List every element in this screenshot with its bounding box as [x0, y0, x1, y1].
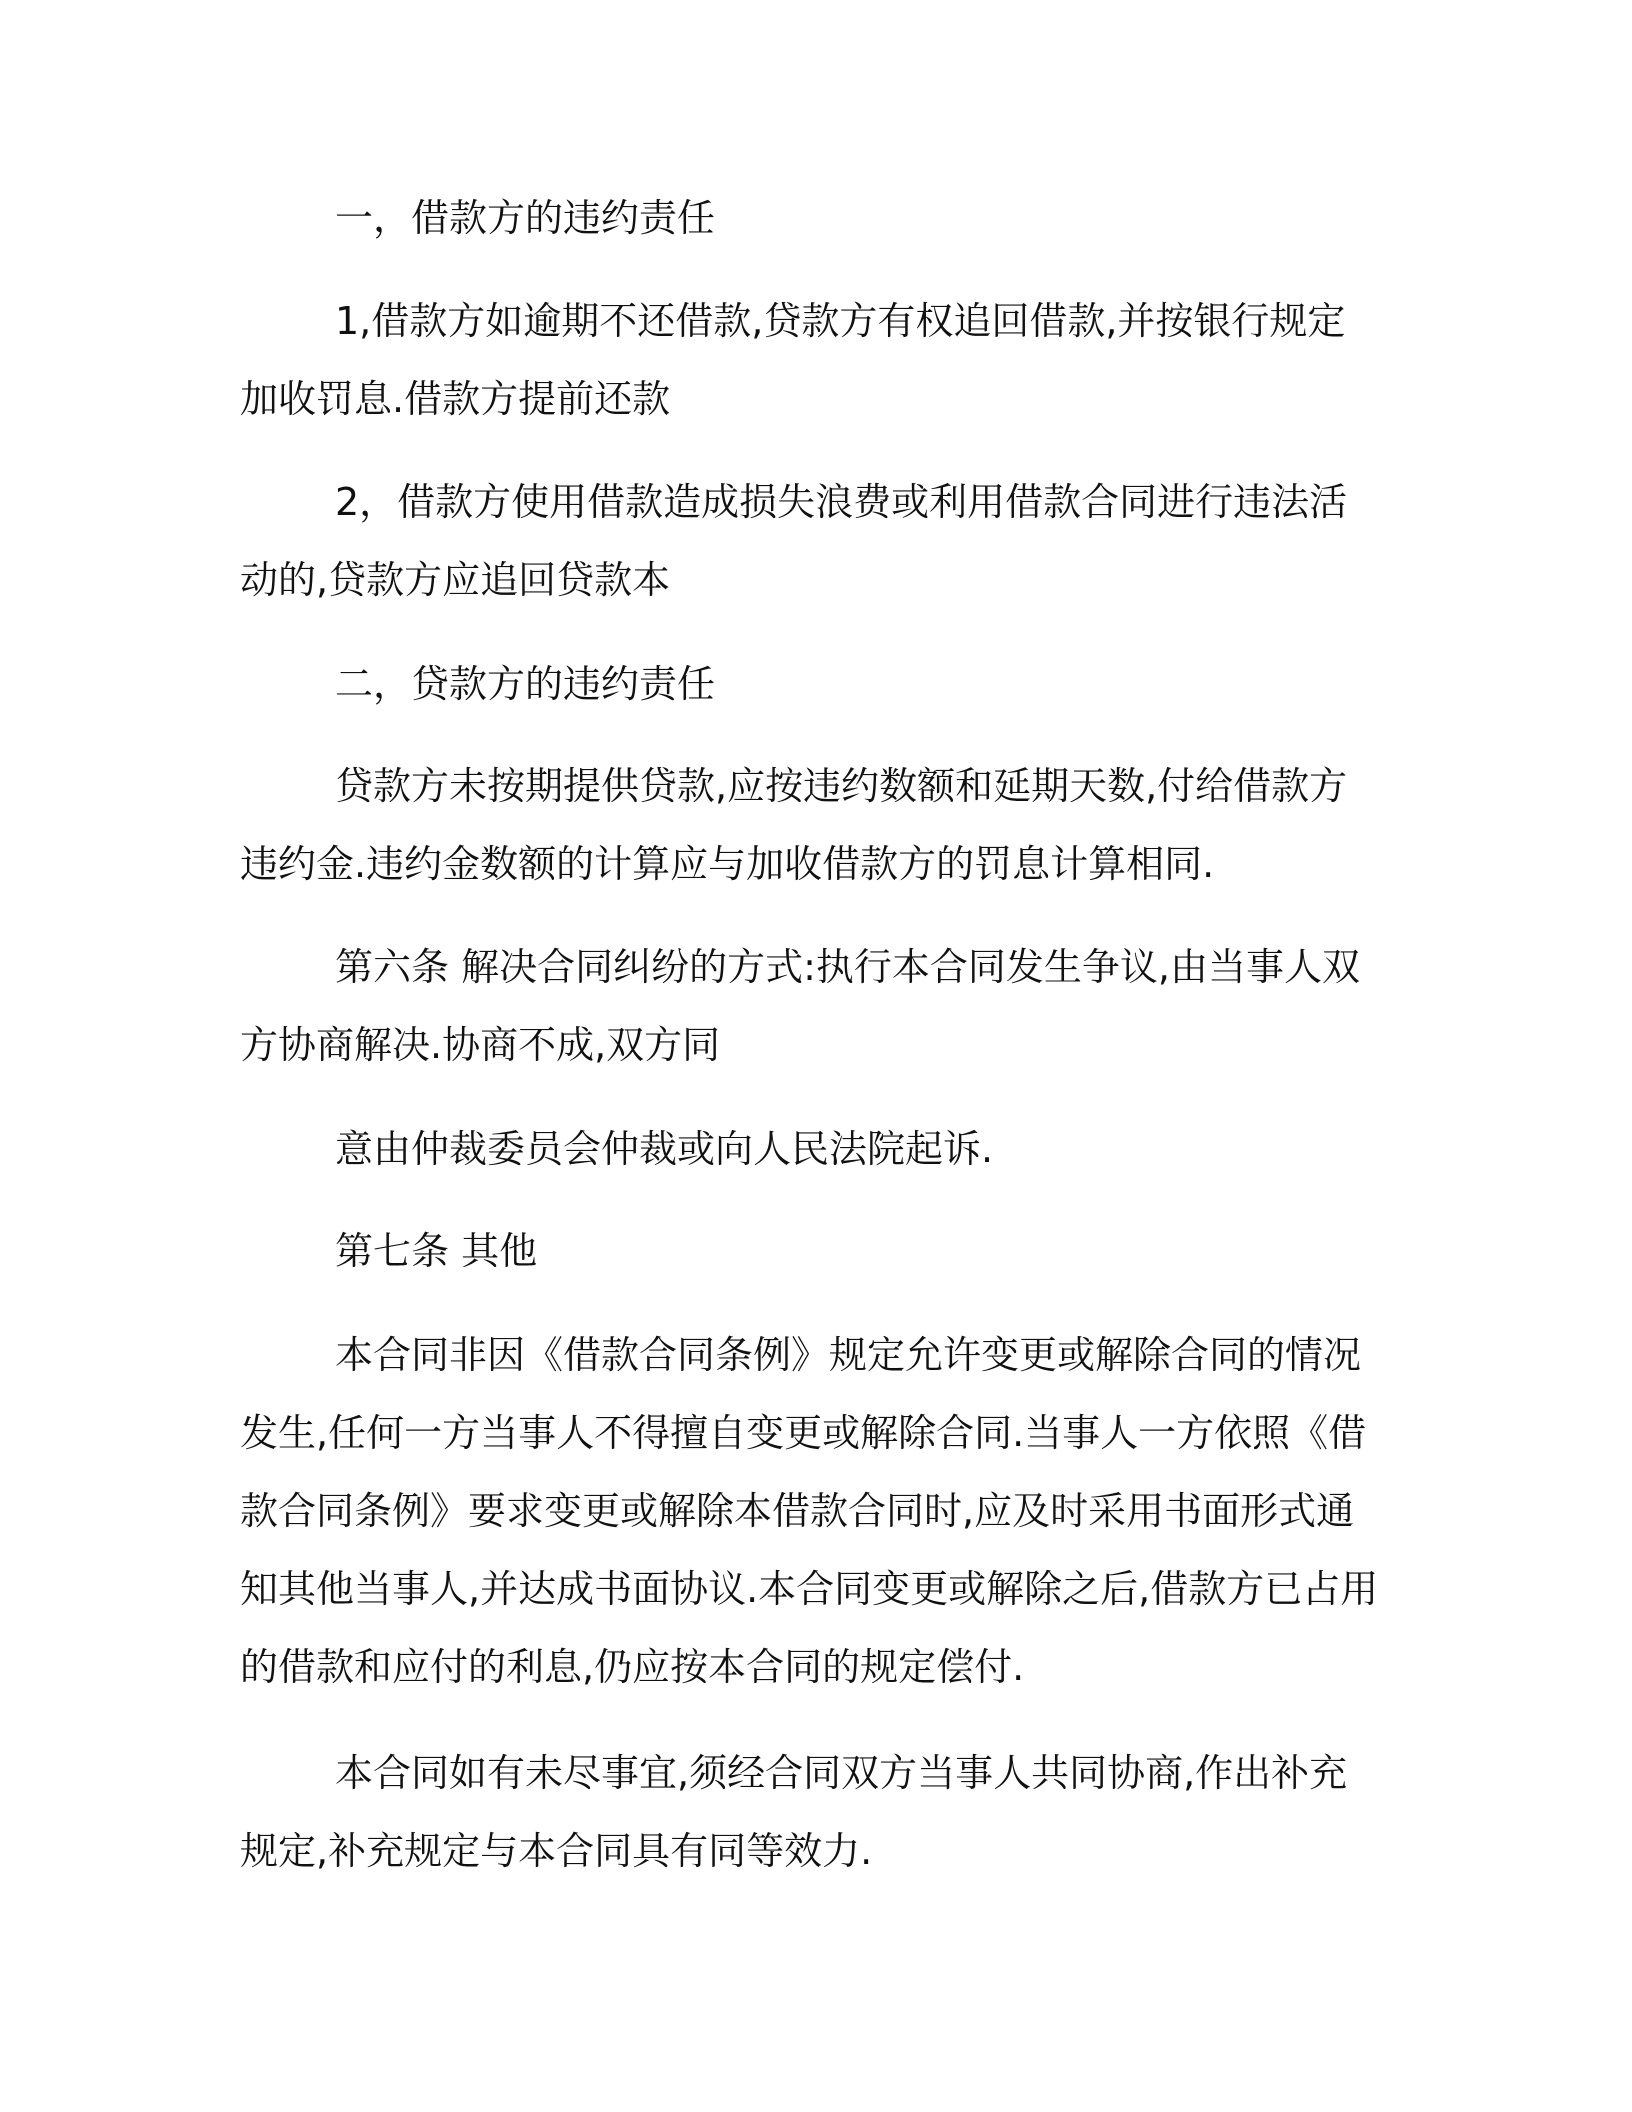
section-heading-borrower-liability: 一，借款方的违约责任: [335, 196, 716, 240]
section-heading-lender-liability: 二，贷款方的违约责任: [335, 662, 716, 706]
paragraph-contract-modification: 本合同非因《借款合同条例》规定允许变更或解除合同的情况发生,任何一方当事人不得擅自变更或解除合同.当事人一方依照《借款合同条例》要求变更或解除本借款合同时,应及时采用书面形式通知其他当事人,并达成书面协议.本合同变更或解除之后,借款方已占用的借款和应付的利息,仍应按本合同的规定偿付.: [240, 1333, 1379, 1689]
paragraph-article-six-disputes: 第六条 解决合同纠纷的方式:执行本合同发生争议,由当事人双方协商解决.协商不成,双方同: [240, 945, 1360, 1067]
paragraph-loan-misuse: 2，借款方使用借款造成损失浪费或利用借款合同进行违法活动的,贷款方应追回贷款本: [240, 480, 1348, 602]
paragraph-supplementary-provisions: 本合同如有未尽事宜,须经合同双方当事人共同协商,作出补充规定,补充规定与本合同具有同等效力.: [240, 1751, 1348, 1873]
paragraph-late-loan-provision: 贷款方未按期提供贷款,应按违约数额和延期天数,付给借款方违约金.违约金数额的计算应与加收借款方的罚息计算相同.: [240, 764, 1348, 886]
paragraph-arbitration: 意由仲裁委员会仲裁或向人民法院起诉.: [335, 1127, 994, 1171]
section-heading-article-seven: 第七条 其他: [335, 1229, 538, 1273]
paragraph-overdue-repayment: 1,借款方如逾期不还借款,贷款方有权追回借款,并按银行规定加收罚息.借款方提前还款: [240, 299, 1346, 421]
